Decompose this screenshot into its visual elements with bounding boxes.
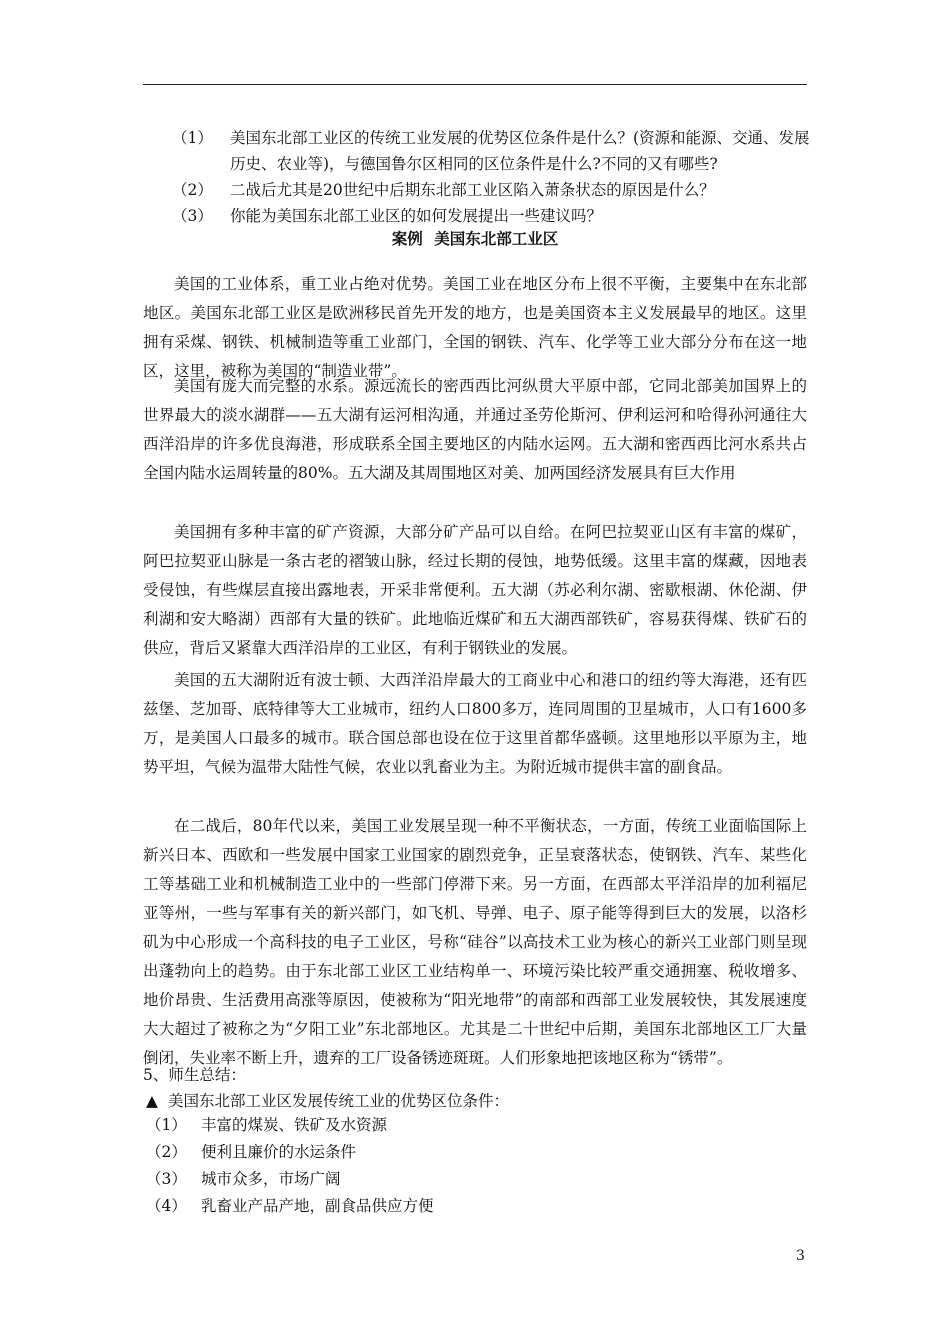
question-number: （3） <box>172 207 213 225</box>
question-item <box>172 177 812 203</box>
question-text: 美国东北部工业区的传统工业发展的优势区位条件是什么？(资源和能源、交通、发展历史、农业等)，与德国鲁尔区相同的区位条件是什么?不同的又有哪些? <box>230 129 810 173</box>
condition-item <box>146 1166 746 1193</box>
question-item <box>172 125 812 177</box>
conditions-heading-text: 美国东北部工业区发展传统工业的优势区位条件： <box>168 1092 510 1110</box>
question-text: 你能为美国东北部工业区的如何发展提出一些建议吗？ <box>230 207 603 225</box>
case-heading: 美国东北部工业区 <box>434 229 559 248</box>
paragraph-industrial-system: 美国的工业体系，重工业占绝对优势。美国工业在地区分布上很不平衡，主要集中在东北部地区。美国东北部工业区是欧洲移民首先开发的地方，也是美国资本主义发展最早的地区。这里拥有采煤、钢铁、机械制造等重工业部门，全国的钢铁、汽车、化学等工业大部分分布在这一地区，这里，被称为美国的“制造业带”。 <box>143 275 807 380</box>
question-number: （2） <box>172 181 213 199</box>
paragraph-postwar-decline: 在二战后，80年代以来，美国工业发展呈现一种不平衡状态，一方面，传统工业面临国际上新兴日本、西欧和一些发展中国家工业国家的剧烈竞争，正呈衰落状态，使钢铁、汽车、某些化工等基础工业和机械制造工业中的一些部门停滞下来。另一方面，在西部太平洋沿岸的加利福尼亚等州，一些与军事有关的新兴部门，如飞机、导弹、电子、原子能等得到巨大的发展，以洛杉矶为中心形成一个高科技的电子工业区，号称“硅谷”以高技术工业为核心的新兴工业部门则呈现出蓬勃向上的趋势。由于东北部工业区工业结构单一、环境污染比较严重交通拥塞、税收增多、地价昂贵、生活费用高涨等原因，使被称为“阳光地带”的南部和西部工业发展较快，其发展速度大大超过了被称之为“夕阳工业”东北部地区。尤其是二十世纪中后期，美国东北部地区工厂大量倒闭，失业率不断上升，遗弃的工厂设备锈迹斑斑。人们形象地把该地区称为“锈带”。 <box>143 817 807 1067</box>
condition-text: 便利且廉价的水运条件 <box>201 1143 357 1161</box>
paragraph-cities-agriculture: 美国的五大湖附近有波士顿、大西洋沿岸最大的工商业中心和港口的纽约等大海港，还有匹兹堡、芝加哥、底特律等大工业城市，纽约人口800多万，连同周围的卫星城市，人口有1600多万，是美国人口最多的城市。联合国总部也设在位于这里首都华盛顿。这里地形以平原为主，地势平坦，气候为温带大陆性气候，农业以乳畜业为主。为附近城市提供丰富的副食品。 <box>143 671 807 776</box>
paragraph-water-system: 美国有庞大而完整的水系。源远流长的密西西比河纵贯大平原中部，它同北部美加国界上的世界最大的淡水湖群——五大湖有运河相沟通，并通过圣劳伦斯河、伊利运河和哈得孙河通往大西洋沿岸的许多优良海港，形成联系全国主要地区的内陆水运网。五大湖和密西西比河水系共占全国内陆水运周转量的80%。五大湖及其周围地区对美、加两国经济发展具有巨大作用 <box>143 377 807 482</box>
question-text: 二战后尤其是20世纪中后期东北部工业区陷入萧条状态的原因是什么？ <box>230 181 715 199</box>
conditions-heading <box>146 1088 509 1114</box>
paragraph-mineral-resources: 美国拥有多种丰富的矿产资源，大部分矿产品可以自给。在阿巴拉契亚山区有丰富的煤矿，阿巴拉契亚山脉是一条古老的褶皱山脉，经过长期的侵蚀，地势低缓。这里丰富的煤藏，因地表受侵蚀，有些煤层直接出露地表，开采非常便利。五大湖（苏必利尔湖、密歇根湖、休伦湖、伊利湖和安大略湖）西部有大量的铁矿。此地临近煤矿和五大湖西部铁矿，容易获得煤、铁矿石的供应，背后又紧靠大西洋沿岸的工业区，有利于钢铁业的发展。 <box>143 523 807 657</box>
condition-item <box>146 1193 746 1220</box>
condition-text: 城市众多，市场广阔 <box>201 1170 341 1188</box>
question-list <box>172 125 812 229</box>
condition-text: 乳畜业产品产地，副食品供应方便 <box>201 1197 434 1215</box>
condition-number: （1） <box>146 1116 187 1134</box>
triangle-marker-icon: ▲ <box>146 1092 158 1110</box>
case-title <box>143 226 807 252</box>
condition-number: （3） <box>146 1170 187 1188</box>
condition-item <box>146 1112 746 1139</box>
page-number: 3 <box>796 1248 805 1264</box>
condition-number: （2） <box>146 1143 187 1161</box>
conditions-list <box>146 1112 746 1220</box>
condition-text: 丰富的煤炭、铁矿及水资源 <box>201 1116 388 1134</box>
condition-item <box>146 1139 746 1166</box>
summary-heading: 5、师生总结： <box>143 1066 246 1084</box>
header-rule <box>143 84 807 85</box>
question-number: （1） <box>172 129 213 147</box>
condition-number: （4） <box>146 1197 187 1215</box>
case-label: 案例 <box>391 229 423 248</box>
